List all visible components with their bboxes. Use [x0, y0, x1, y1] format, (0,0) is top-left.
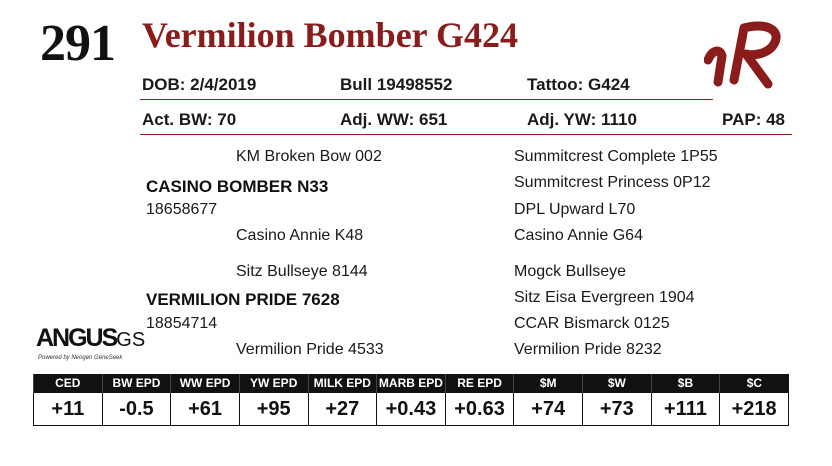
dob-label: DOB: 2/4/2019 [142, 75, 257, 94]
pedigree-ancestor: CCAR Bismarck 0125 [514, 315, 670, 332]
epd-header: MARB EPD [377, 374, 446, 393]
epd-header: $C [720, 374, 789, 393]
epd-value: +95 [239, 393, 308, 426]
epd-table [33, 374, 789, 426]
adj-yw-label: Adj. YW: 1110 [527, 110, 637, 129]
epd-header: $B [651, 374, 720, 393]
sire-name: CASINO BOMBER N33 [146, 177, 329, 196]
divider [140, 134, 792, 135]
epd-header: CED [34, 374, 103, 393]
epd-value-row [34, 393, 789, 426]
pedigree-ancestor: Vermilion Pride 8232 [514, 341, 662, 358]
dam-of-sire: Casino Annie K48 [236, 227, 364, 244]
dam-registration: 18854714 [146, 315, 218, 332]
animal-name: Vermilion Bomber G424 [142, 15, 518, 55]
pedigree-ancestor: Summitcrest Princess 0P12 [514, 174, 711, 191]
pap-label: PAP: 48 [722, 110, 785, 129]
dam-of-dam: Vermilion Pride 4533 [236, 341, 384, 358]
actual-bw-label: Act. BW: 70 [142, 110, 237, 129]
registration-label: Bull 19498552 [340, 75, 453, 94]
pedigree-ancestor: DPL Upward L70 [514, 201, 636, 218]
epd-header: WW EPD [171, 374, 240, 393]
sire-registration: 18658677 [146, 201, 218, 218]
epd-header-row [34, 374, 789, 393]
epd-value: -0.5 [102, 393, 171, 426]
angus-logo-tagline: Powered by Neogen GeneSeek [38, 355, 123, 361]
pedigree-ancestor: Sitz Eisa Evergreen 1904 [514, 289, 695, 306]
epd-value: +73 [583, 393, 652, 426]
epd-value: +218 [720, 393, 789, 426]
epd-value: +0.63 [445, 393, 514, 426]
pedigree-ancestor: Casino Annie G64 [514, 227, 643, 244]
divider [140, 99, 713, 100]
pedigree-ancestor: Summitcrest Complete 1P55 [514, 148, 718, 165]
angus-gs-logo [36, 324, 146, 361]
epd-header: $W [583, 374, 652, 393]
epd-header: $M [514, 374, 583, 393]
sire-of-sire: KM Broken Bow 002 [236, 148, 382, 165]
angus-logo-suffix: GS [116, 329, 146, 351]
epd-value: +74 [514, 393, 583, 426]
lot-number: 291 [40, 15, 115, 72]
vermilion-brand-logo-icon [704, 20, 790, 94]
epd-value: +61 [171, 393, 240, 426]
epd-header: MILK EPD [308, 374, 377, 393]
tattoo-label: Tattoo: G424 [527, 75, 630, 94]
pedigree-ancestor: Mogck Bullseye [514, 263, 627, 280]
epd-value: +11 [34, 393, 103, 426]
adj-ww-label: Adj. WW: 651 [340, 110, 448, 129]
epd-header: YW EPD [239, 374, 308, 393]
angus-logo-main: ANGUS [36, 324, 117, 352]
epd-value: +27 [308, 393, 377, 426]
dam-name: VERMILION PRIDE 7628 [146, 290, 340, 309]
epd-header: BW EPD [102, 374, 171, 393]
sire-of-dam: Sitz Bullseye 8144 [236, 263, 368, 280]
epd-header: RE EPD [445, 374, 514, 393]
epd-value: +111 [651, 393, 720, 426]
epd-value: +0.43 [377, 393, 446, 426]
